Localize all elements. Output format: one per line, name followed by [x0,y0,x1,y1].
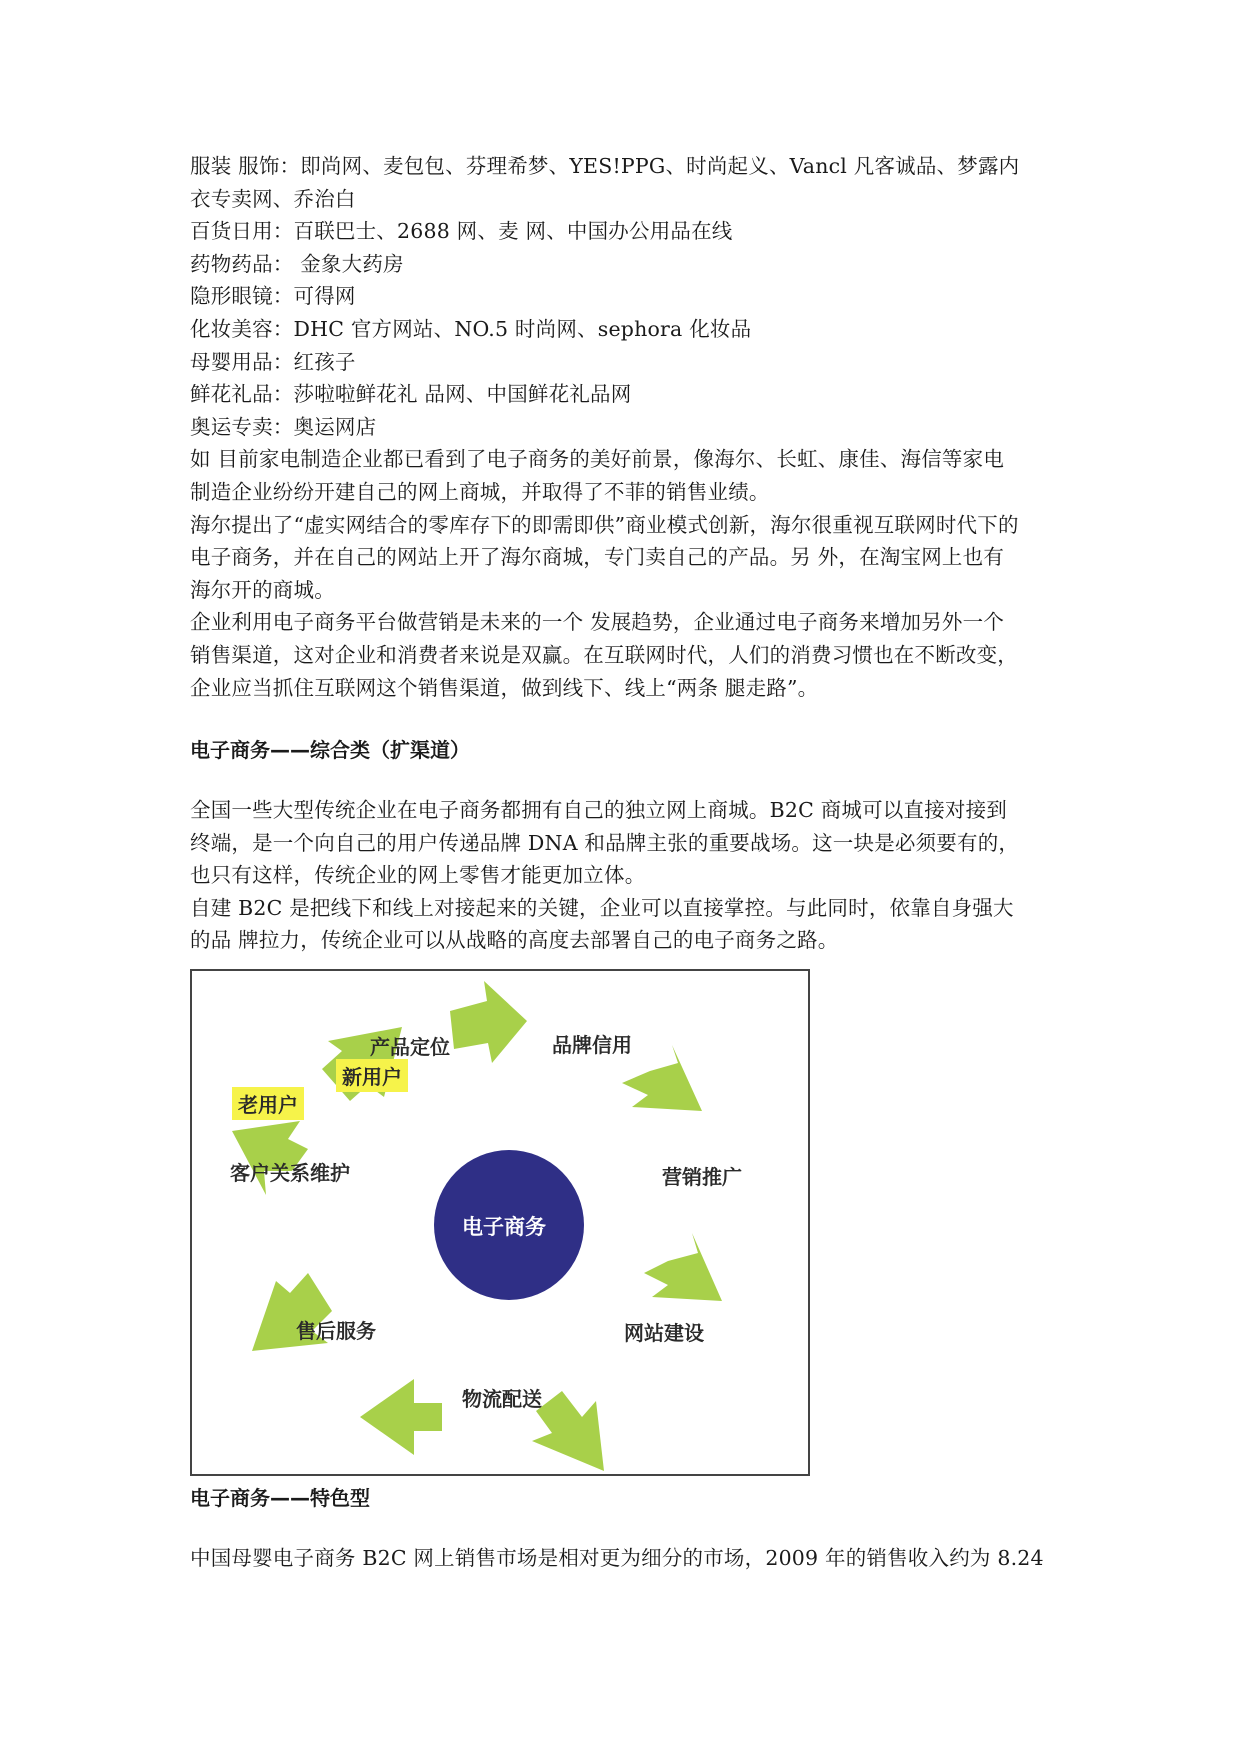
label-brand-credit: 品牌信用 [552,1033,632,1058]
label-logistics: 物流配送 [462,1387,542,1412]
comprehensive-section [190,794,1060,957]
specialty-section [190,1542,1060,1575]
text-line: 销售渠道，这对企业和消费者来说是双赢。在互联网时代，人们的消费习惯也在不断改变， [190,642,1018,667]
section-heading: 电子商务——综合类（扩渠道） [190,738,470,763]
section-heading: 电子商务——特色型 [190,1486,370,1511]
text-line: 海尔开的商城。 [190,577,335,602]
text-line: 电子商务，并在自己的网站上开了海尔商城，专门卖自己的产品。另 外，在淘宝网上也有 [190,545,1005,570]
center-label: 电子商务 [462,1215,546,1240]
text-line: 制造企业纷纷开建自己的网上商城，并取得了不菲的销售业绩。 [190,479,770,504]
ecommerce-cycle-diagram [190,969,810,1476]
text-line: 母婴用品：红孩子 [190,349,356,374]
text-line: 奥运专卖：奥运网店 [190,414,377,439]
text-line: 企业应当抓住互联网这个销售渠道，做到线下、线上“两条 腿走路”。 [190,675,819,700]
text-line: 药物药品： 金象大药房 [190,251,404,276]
cycle-arrow-lower-right [532,1391,604,1471]
label-product-positioning: 产品定位 [370,1035,450,1060]
document-body [190,150,1060,1575]
label-after-sales: 售后服务 [296,1319,376,1344]
label-customer-relations: 客户关系维护 [230,1161,350,1186]
text-line: 隐形眼镜：可得网 [190,284,356,309]
label-new-users: 新用户 [336,1059,408,1092]
text-line: 鲜花礼品：莎啦啦鲜花礼 品网、中国鲜花礼品网 [190,382,632,407]
label-old-users: 老用户 [232,1087,304,1120]
text-line: 服装 服饰：即尚网、麦包包、芬理希梦、YES!PPG、时尚起义、Vancl 凡客诚品、梦露内 [190,154,1020,178]
cycle-arrow-top [450,981,527,1063]
text-line: 海尔提出了“虚实网结合的零库存下的即需即供”商业模式创新，海尔很重视互联网时代下的 [190,512,1019,537]
cycle-arrow-upper-right [622,1045,702,1111]
cycle-arrow-bottom [360,1379,442,1455]
cycle-arrow-right [644,1233,722,1301]
text-line: 中国母婴电子商务 B2C 网上销售市场是相对更为细分的市场，2009 年的销售收入约为 8.24 [190,1546,1044,1571]
text-line: 的品 牌拉力，传统企业可以从战略的高度去部署自己的电子商务之路。 [190,928,839,953]
text-line: 衣专卖网、乔治白 [190,186,356,211]
label-website-building: 网站建设 [624,1321,704,1346]
label-marketing: 营销推广 [662,1165,742,1190]
text-line: 终端，是一个向自己的用户传递品牌 DNA 和品牌主张的重要战场。这一块是必须要有的， [190,830,1020,855]
text-line: 全国一些大型传统企业在电子商务都拥有自己的独立网上商城。B2C 商城可以直接对接到 [190,798,1008,823]
text-line: 百货日用：百联巴士、2688 网、麦 网、中国办公用品在线 [190,219,733,244]
text-line: 如 目前家电制造企业都已看到了电子商务的美好前景，像海尔、长虹、康佳、海信等家电 [190,447,1005,472]
text-line: 企业利用电子商务平台做营销是未来的一个 发展趋势，企业通过电子商务来增加另外一个 [190,610,1005,635]
text-line: 化妆美容：DHC 官方网站、NO.5 时尚网、sephora 化妆品 [190,316,752,341]
text-line: 也只有这样，传统企业的网上零售才能更加立体。 [190,863,646,888]
text-line: 自建 B2C 是把线下和线上对接起来的关键，企业可以直接掌控。与此同时，依靠自身强大 [190,895,1014,920]
intro-section [190,150,1060,704]
